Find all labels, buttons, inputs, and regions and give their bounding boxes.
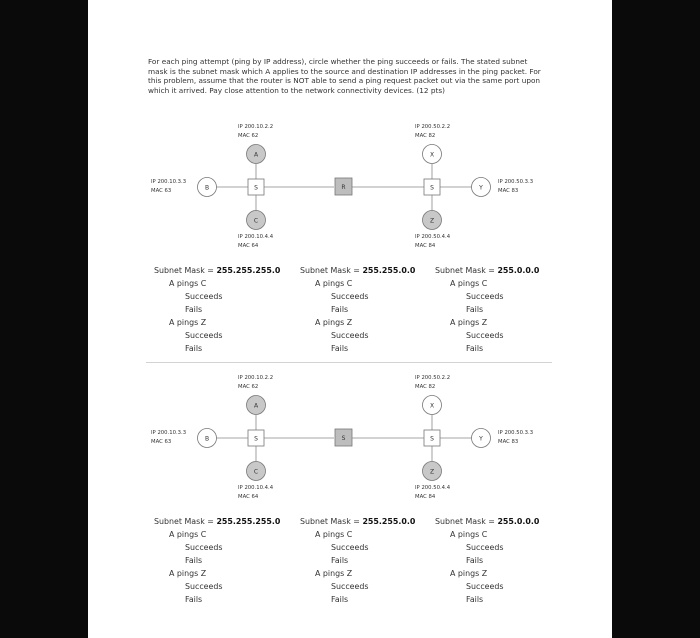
host-x-letter: X [429,402,435,410]
host-x-mac: MAC 82 [415,383,436,390]
host-y-label [498,178,533,195]
worksheet-page [88,0,612,638]
subnet-mask-value: 255.255.0.0 [362,266,416,275]
host-a-ip: IP 200.10.2.2 [238,124,274,130]
succeeds-option[interactable]: Succeeds [185,331,223,340]
switch-right-label: S [430,435,434,443]
host-c-mac: MAC 64 [238,242,259,249]
host-x-mac: MAC 82 [415,132,436,139]
ping-prompt: A pings C [169,530,207,539]
succeeds-option[interactable]: Succeeds [185,543,223,552]
switch-right-label: S [430,184,434,192]
ping-prompt: A pings C [315,279,353,288]
host-b-mac: MAC 63 [151,187,172,194]
subnet-mask-value: 255.0.0.0 [497,517,540,526]
ping-prompt: A pings Z [169,318,207,327]
host-y-ip: IP 200.50.3.3 [498,179,534,185]
succeeds-option[interactable]: Succeeds [466,292,504,301]
subnet-mask-line: Subnet Mask = 255.255.255.0 [154,266,281,275]
host-z-mac: MAC 84 [415,493,436,500]
host-b-label [151,429,186,446]
fails-option[interactable]: Fails [466,305,484,314]
host-y-label [498,429,533,446]
succeeds-option[interactable]: Succeeds [466,582,504,591]
host-b-letter: B [204,184,210,192]
succeeds-option[interactable]: Succeeds [331,292,369,301]
host-y-letter: Y [479,435,483,443]
host-x-label [415,374,450,391]
fails-option[interactable]: Fails [331,595,349,604]
host-c-label [238,233,273,250]
host-a-letter: A [253,402,259,410]
host-c-ip: IP 200.10.4.4 [238,234,274,240]
fails-option[interactable]: Fails [466,595,484,604]
ping-prompt: A pings Z [450,318,488,327]
subnet-mask-value: 255.255.0.0 [362,517,416,526]
host-x-letter: X [429,151,435,159]
host-c-label [238,484,273,501]
succeeds-option[interactable]: Succeeds [466,543,504,552]
host-b-letter: B [204,435,210,443]
instructions-text: For each ping attempt (ping by IP address), circle whether the ping succeeds or fails. The stated subnet mask is the subnet mask which A applies to the source and destination IP addresses in the ping packet. For this problem, assume that the router is NOT able to send a ping request packet out via the same port upon which it arrived. Pay close attention to the network connectivity devices. (12 pts) [148,57,541,95]
subnet-mask-line: Subnet Mask = 255.255.0.0 [300,266,416,275]
succeeds-option[interactable]: Succeeds [331,331,369,340]
host-a-label [238,123,273,140]
ping-prompt: A pings Z [169,569,207,578]
host-z-letter: Z [429,217,435,225]
succeeds-option[interactable]: Succeeds [331,582,369,591]
fails-option[interactable]: Fails [185,305,203,314]
ping-prompt: A pings Z [315,318,353,327]
host-x-label [415,123,450,140]
host-a-label [238,374,273,391]
host-z-ip: IP 200.50.4.4 [415,234,451,240]
succeeds-option[interactable]: Succeeds [185,292,223,301]
host-x-ip: IP 200.50.2.2 [415,124,451,130]
host-y-letter: Y [479,184,483,192]
host-z-ip: IP 200.50.4.4 [415,485,451,491]
fails-option[interactable]: Fails [185,595,203,604]
host-x-ip: IP 200.50.2.2 [415,375,451,381]
host-a-letter: A [253,151,259,159]
subnet-mask-value: 255.255.255.0 [216,517,281,526]
host-b-mac: MAC 63 [151,438,172,445]
network-diagram-2 [88,371,612,511]
ping-prompt: A pings C [450,530,488,539]
subnet-mask-line: Subnet Mask = 255.255.0.0 [300,517,416,526]
router-middle-label: R [341,184,346,191]
host-y-ip: IP 200.50.3.3 [498,430,534,436]
ping-prompt: A pings C [450,279,488,288]
host-a-mac: MAC 62 [238,132,259,139]
section-divider [146,362,552,363]
host-y-mac: MAC 83 [498,438,519,445]
switch-left-label: S [254,184,258,192]
succeeds-option[interactable]: Succeeds [185,582,223,591]
fails-option[interactable]: Fails [466,344,484,353]
network-diagram-1 [88,120,612,260]
host-z-label [415,484,450,501]
host-c-ip: IP 200.10.4.4 [238,485,274,491]
ping-prompt: A pings Z [450,569,488,578]
fails-option[interactable]: Fails [331,556,349,565]
host-c-letter: C [253,217,259,225]
switch-left-label: S [254,435,258,443]
host-a-ip: IP 200.10.2.2 [238,375,274,381]
host-a-mac: MAC 62 [238,383,259,390]
fails-option[interactable]: Fails [331,305,349,314]
host-z-letter: Z [429,468,435,476]
fails-option[interactable]: Fails [185,344,203,353]
subnet-mask-value: 255.0.0.0 [497,266,540,275]
answer-set-2 [88,517,612,612]
host-c-mac: MAC 64 [238,493,259,500]
host-z-mac: MAC 84 [415,242,436,249]
switch-middle-label: S [341,435,346,442]
subnet-mask-line: Subnet Mask = 255.255.255.0 [154,517,281,526]
fails-option[interactable]: Fails [185,556,203,565]
subnet-mask-line: Subnet Mask = 255.0.0.0 [435,517,540,526]
host-b-ip: IP 200.10.3.3 [151,179,187,185]
fails-option[interactable]: Fails [331,344,349,353]
answer-set-1 [88,266,612,361]
host-b-label [151,178,186,195]
host-z-label [415,233,450,250]
host-y-mac: MAC 83 [498,187,519,194]
ping-prompt: A pings Z [315,569,353,578]
fails-option[interactable]: Fails [466,556,484,565]
subnet-mask-value: 255.255.255.0 [216,266,281,275]
host-c-letter: C [253,468,259,476]
ping-prompt: A pings C [315,530,353,539]
ping-prompt: A pings C [169,279,207,288]
host-b-ip: IP 200.10.3.3 [151,430,187,436]
subnet-mask-line: Subnet Mask = 255.0.0.0 [435,266,540,275]
succeeds-option[interactable]: Succeeds [466,331,504,340]
succeeds-option[interactable]: Succeeds [331,543,369,552]
